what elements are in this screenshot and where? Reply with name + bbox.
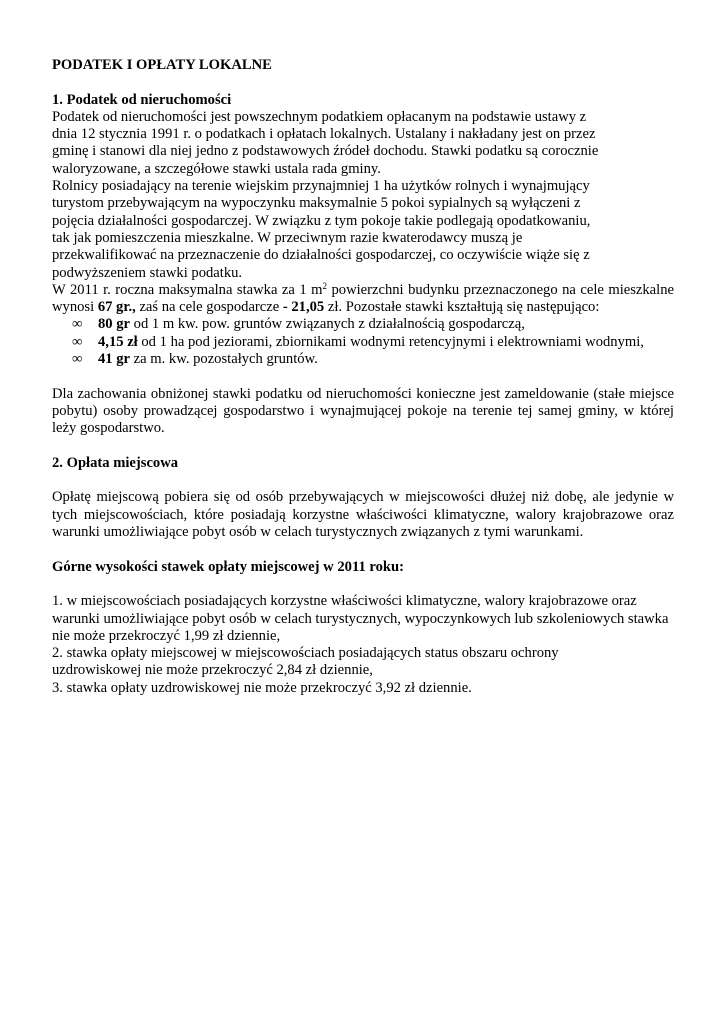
body-line: podwyższeniem stawki podatku. [52, 264, 243, 281]
list-item [72, 351, 674, 368]
residential-rate: 67 gr., [97, 299, 136, 316]
body-line: dnia 12 stycznia 1991 r. o podatkach i opłatach lokalnych. Ustalany i nakładany jest on przez [52, 126, 596, 143]
infinity-bullet-icon: ∞ [72, 351, 83, 368]
infinity-bullet-icon: ∞ [72, 333, 83, 350]
rate-description: od 1 ha pod jeziorami, zbiornikami wodnymi retencyjnymi i elektrowniami wodnymi, [137, 333, 644, 350]
limit-line: warunki umożliwiające pobyt osób w celach turystycznych, wypoczynkowych lub szkoleniowych stawka [52, 610, 669, 627]
rate-intro-text: powierzchni budynku przeznaczonego na cele mieszkalne wynosi [52, 281, 674, 316]
limit-line: uzdrowiskowej nie może przekroczyć 2,84 zł dziennie, [52, 662, 373, 679]
rate-description: za m. kw. pozostałych gruntów. [130, 351, 318, 368]
body-line: tak jak pomieszczenia mieszkalne. W przeciwnym razie kwaterodawcy muszą je [52, 229, 523, 246]
section-1-body [52, 109, 674, 282]
rate-intro-text: W 2011 r. roczna maksymalna stawka za 1 m [52, 281, 323, 298]
body-line: Rolnicy posiadający na terenie wiejskim przynajmniej 1 ha użytków rolnych i wynajmujący [52, 178, 590, 195]
spacer [52, 438, 674, 455]
rate-amount: 41 gr [98, 351, 131, 368]
limit-line: 1. w miejscowościach posiadających korzystne właściwości klimatyczne, walory krajobrazowe oraz [52, 593, 637, 610]
list-item [72, 334, 674, 351]
limits-subheading: Górne wysokości stawek opłaty miejscowej w 2011 roku: [52, 558, 404, 575]
rate-intro-paragraph [52, 282, 674, 317]
spacer [52, 541, 674, 558]
rate-amount: 4,15 zł [98, 333, 138, 350]
body-line: waloryzowane, a szczegółowe stawki ustala rada gminy. [52, 160, 381, 177]
business-rate: - 21,05 [282, 299, 325, 316]
body-line: Podatek od nieruchomości jest powszechnym podatkiem opłacanym na podstawie ustawy z [52, 108, 587, 125]
infinity-bullet-icon: ∞ [72, 316, 83, 333]
spacer [52, 74, 674, 91]
section-1-heading: 1. Podatek od nieruchomości [52, 91, 232, 108]
limit-line: 3. stawka opłaty uzdrowiskowej nie może przekroczyć 3,92 zł dziennie. [52, 679, 472, 696]
registration-note: Dla zachowania obniżonej stawki podatku od nieruchomości konieczne jest zameldowanie (stałe miejsce pobytu) osoby prowadzącej gospodarstwo i wynajmującej pokoje na terenie tej samej gminy, w której leży gospodarstwo. [52, 385, 674, 437]
body-line: pojęcia działalności gospodarczej. W związku z tym pokoje takie podlegają opodatkowaniu, [52, 212, 591, 229]
spacer [52, 472, 674, 489]
section-2-heading: 2. Opłata miejscowa [52, 454, 179, 471]
body-line: gminę i stanowi dla niej jedno z podstawowych źródeł dochodu. Stawki podatku są corocznie [52, 143, 599, 160]
rate-amount: 80 gr [98, 316, 131, 333]
rate-description: od 1 m kw. pow. gruntów związanych z działalnością gospodarczą, [130, 316, 525, 333]
spacer [52, 368, 674, 385]
section-2-paragraph: Opłatę miejscową pobiera się od osób przebywających w miejscowości dłużej niż dobę, ale jedynie w tych miejscowościach, które posiadają korzystne właściwości klimatyczne, walory krajobrazowe oraz warunki umożliwiające pobyt osób w celach turystycznych związanych z tymi warunkami. [52, 489, 674, 541]
rate-intro-text: zaś na cele gospodarcze [135, 299, 283, 316]
spacer [52, 576, 674, 593]
limits-list [52, 593, 674, 697]
square-superscript: 2 [322, 280, 327, 291]
body-line: turystom przebywającym na wypoczynku maksymalnie 5 pokoi sypialnych są wyłączeni z [52, 195, 581, 212]
rates-list [52, 316, 674, 368]
rate-intro-text: zł. Pozostałe stawki kształtują się następująco: [324, 299, 600, 316]
limit-line: nie może przekroczyć 1,99 zł dziennie, [52, 627, 281, 644]
body-line: przekwalifikować na przeznaczenie do działalności gospodarczej, co oczywiście wiąże się z [52, 247, 590, 264]
document-title: PODATEK I OPŁATY LOKALNE [52, 57, 272, 73]
document-page [52, 57, 674, 697]
list-item [72, 316, 674, 333]
limit-line: 2. stawka opłaty miejscowej w miejscowościach posiadających status obszaru ochrony [52, 645, 559, 662]
